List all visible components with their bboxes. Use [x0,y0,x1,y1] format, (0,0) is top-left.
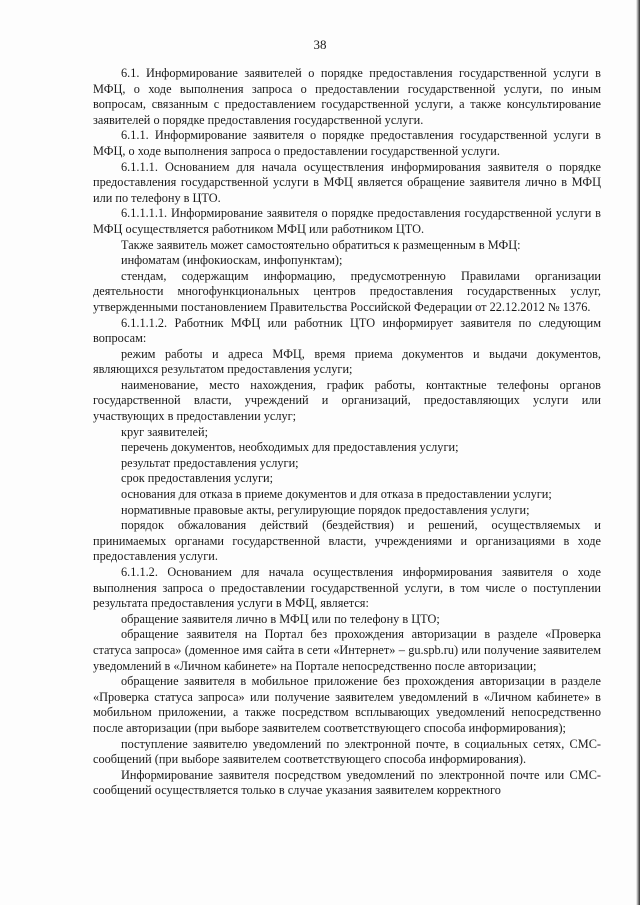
paragraph: инфоматам (инфокиоскам, инфопунктам); [121,253,343,268]
paragraph: 6.1. Информирование заявителей о порядке предоставления государственной услуги в МФЦ, о ходе выполнения запроса о предоставлении государственной услуги, по иным вопросам, связанным с предоставлением государственной услуги, а также консультирование заявителей о порядке предоставления государственной услуги. [93,66,601,127]
paragraph: нормативные правовые акты, регулирующие порядок предоставления услуги; [121,502,530,517]
paragraph: порядок обжалования действий (бездействия) и решений, осуществляемых и принимаемых органами государственной власти, учреждениями и организациями в ходе предоставления услуги. [93,518,601,564]
paragraph: 6.1.1.1. Основанием для начала осуществления информирования заявителя о порядке предоставления государственной услуги в МФЦ является обращение заявителя лично в МФЦ или по телефону в ЦТО. [93,159,601,205]
paragraph: обращение заявителя на Портал без прохождения авторизации в разделе «Проверка статуса запроса» (доменное имя сайта в сети «Интернет» – gu.spb.ru) или получение заявителем уведомлений в «Личном кабинете» на Портале непосредственно после авторизации; [93,627,601,673]
paragraph: срок предоставления услуги; [121,471,274,486]
scan-edge-shadow [636,0,640,905]
paragraph: режим работы и адреса МФЦ, время приема документов и выдачи документов, являющихся результатом предоставления услуги; [93,346,601,377]
paragraph: 6.1.1.1.2. Работник МФЦ или работник ЦТО информирует заявителя по следующим вопросам: [93,315,601,346]
paragraph: круг заявителей; [121,424,209,439]
paragraph: Также заявитель может самостоятельно обратиться к размещенным в МФЦ: [121,237,521,252]
paragraph: обращение заявителя лично в МФЦ или по телефону в ЦТО; [121,611,440,626]
paragraph: стендам, содержащим информацию, предусмотренную Правилами организации деятельности многофункциональных центров предоставления государственных услуг, утвержденными постановлением Правительства Российской Федерации от 22.12.2012 № 1376. [93,268,601,314]
document-body [93,66,601,799]
paragraph: результат предоставления услуги; [121,455,299,470]
paragraph: 6.1.1.2. Основанием для начала осуществления информирования заявителя о ходе выполнения запроса о предоставлении государственной услуги, в том числе о поступлении результата предоставления услуги в МФЦ, является: [93,565,601,611]
paragraph: 6.1.1.1.1. Информирование заявителя о порядке предоставления государственной услуги в МФЦ осуществляется работником МФЦ или работником ЦТО. [93,206,601,236]
paragraph: Информирование заявителя посредством уведомлений по электронной почте или СМС-сообщений осуществляется только в случае указания заявителем корректного [93,767,601,798]
paragraph: перечень документов, необходимых для предоставления услуги; [121,440,459,455]
page-number: 38 [313,37,327,52]
paragraph: основания для отказа в приеме документов и для отказа в предоставлении услуги; [121,487,552,502]
paragraph: 6.1.1. Информирование заявителя о порядке предоставления государственной услуги в МФЦ, о ходе выполнения запроса о предоставлении государственной услуги. [93,128,601,158]
paragraph: наименование, место нахождения, график работы, контактные телефоны органов государственной власти, учреждений и организаций, предоставляющих услуги или участвующих в предоставлении услуг; [93,377,601,424]
paragraph: поступление заявителю уведомлений по электронной почте, в социальных сетях, СМС-сообщений (при выборе заявителем соответствующего способа информирования). [93,736,601,767]
paragraph: обращение заявителя в мобильное приложение без прохождения авторизации в разделе «Проверка статуса запроса» или получение заявителем уведомлений в «Личном кабинете» в мобильном приложении, а также посредством всплывающих уведомлений непосредственно после авторизации (при выборе заявителем соответствующего способа информирования); [93,674,601,735]
